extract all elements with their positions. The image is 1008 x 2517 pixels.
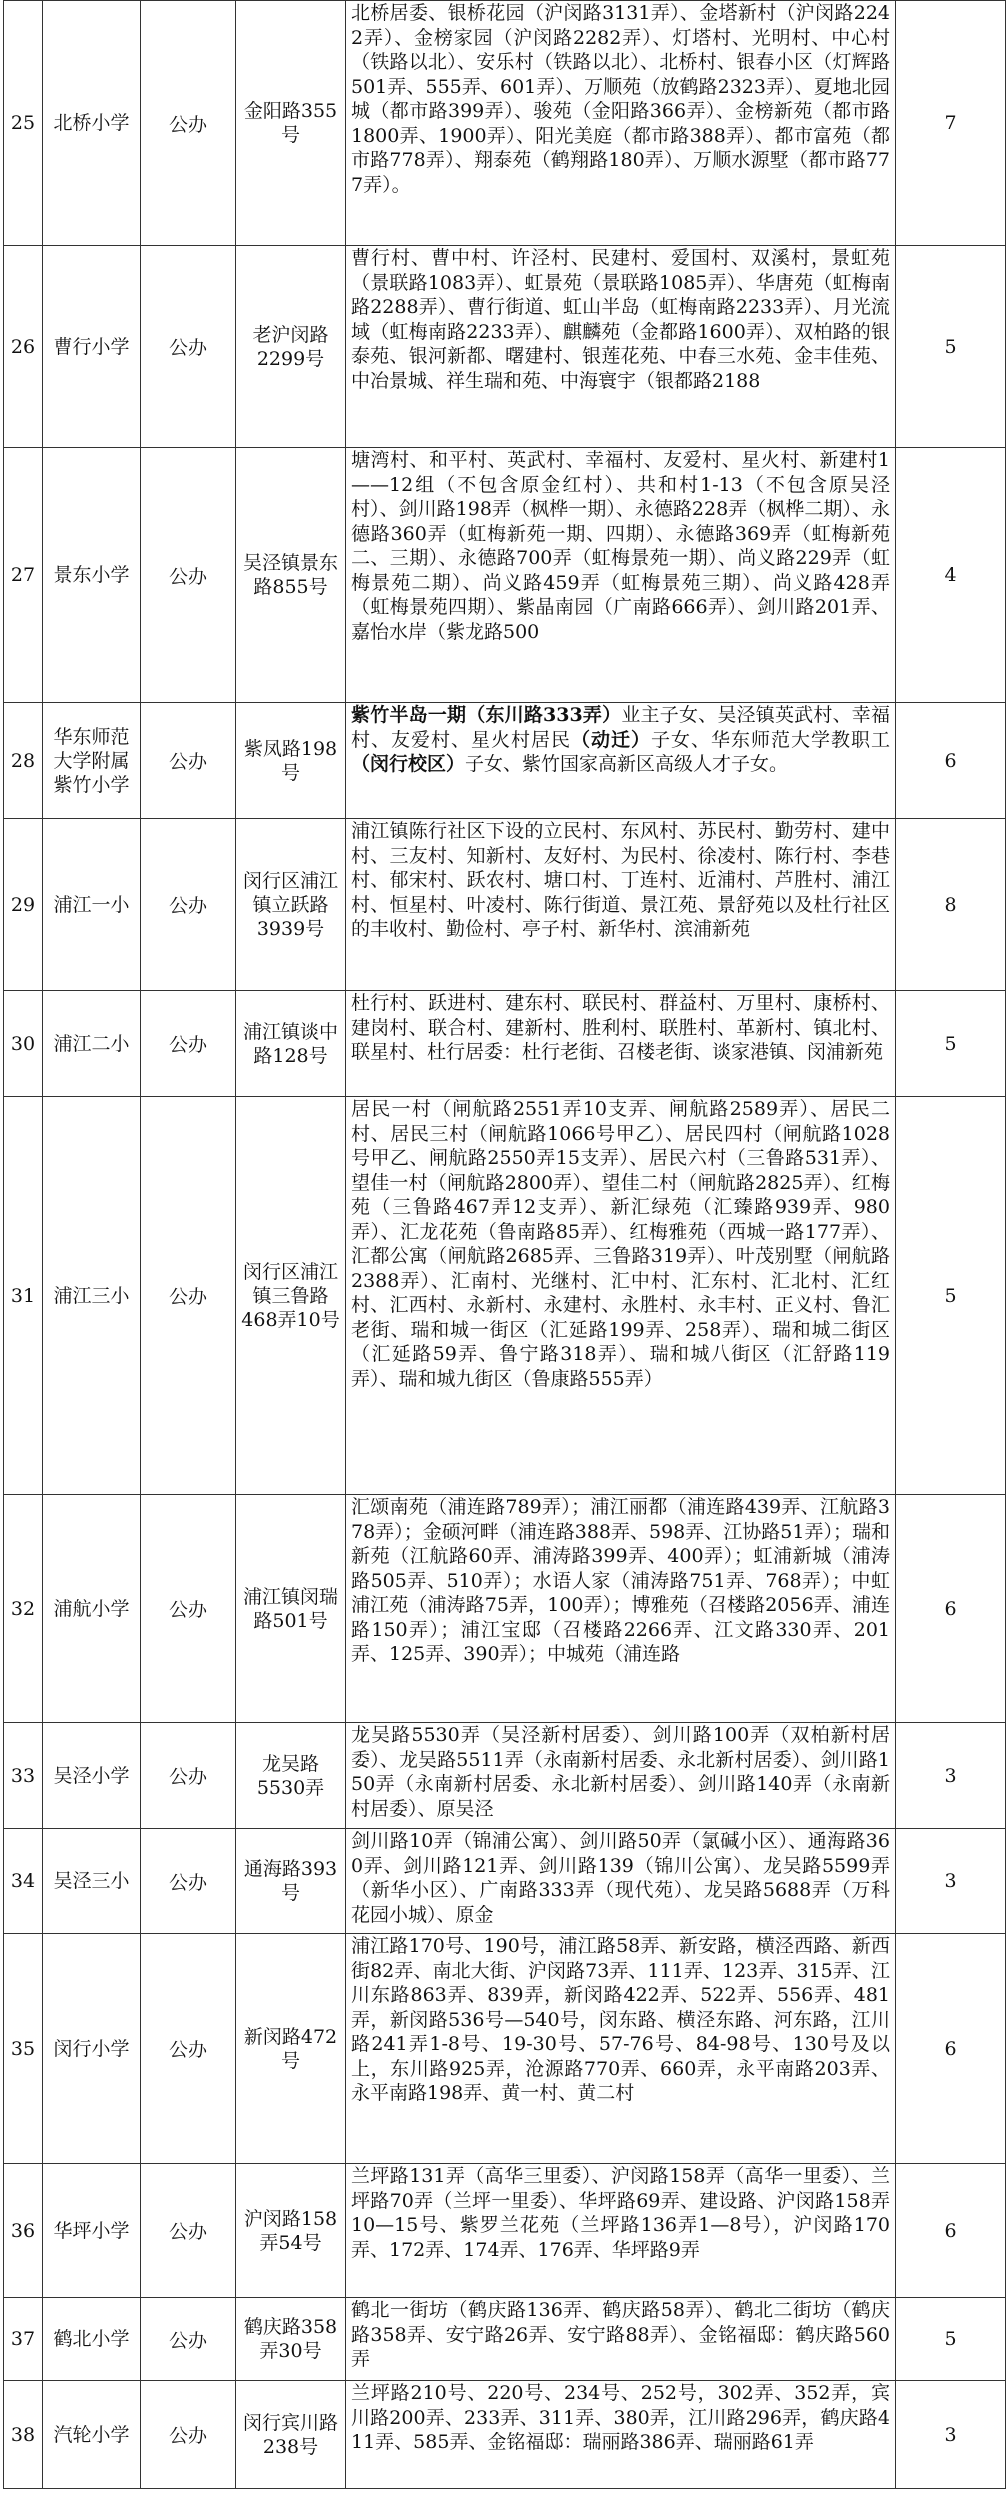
row-number: 35: [4, 1934, 43, 2164]
class-count: 3: [896, 1723, 1006, 1829]
enrollment-area: [346, 1495, 896, 1723]
school-address: 紫凤路198号: [236, 703, 346, 819]
school-type: 公办: [141, 2381, 236, 2489]
school-type: 公办: [141, 819, 236, 991]
enrollment-area-text: 鹤北一街坊（鹤庆路136弄、鹤庆路58弄）、鹤北二街坊（鹤庆路358弄、安宁路26弄、安宁路88弄）、金铭福邸：鹤庆路560弄: [351, 2299, 890, 2370]
school-type: 公办: [141, 1723, 236, 1829]
enrollment-area: [346, 703, 896, 819]
school-name: 北桥小学: [43, 1, 141, 246]
class-count: 8: [896, 819, 1006, 991]
school-type: 公办: [141, 703, 236, 819]
school-address: 吴泾镇景东路855号: [236, 448, 346, 703]
row-number: 30: [4, 991, 43, 1097]
row-number: 33: [4, 1723, 43, 1829]
school-address: 闵行区浦江镇立跃路3939号: [236, 819, 346, 991]
class-count: 5: [896, 991, 1006, 1097]
school-name: 华坪小学: [43, 2164, 141, 2298]
school-name: 吴泾三小: [43, 1829, 141, 1934]
school-type: 公办: [141, 2298, 236, 2381]
table-row: [4, 246, 1006, 448]
school-address: 鹤庆路358弄30号: [236, 2298, 346, 2381]
enrollment-area: [346, 246, 896, 448]
table-row: [4, 991, 1006, 1097]
enrollment-area: [346, 2164, 896, 2298]
school-address: 闵行区浦江镇三鲁路468弄10号: [236, 1097, 346, 1495]
row-number: 32: [4, 1495, 43, 1723]
class-count: 6: [896, 2164, 1006, 2298]
class-count: 5: [896, 246, 1006, 448]
school-name: 汽轮小学: [43, 2381, 141, 2489]
enrollment-area-text: 剑川路10弄（锦浦公寓）、剑川路50弄（氯碱小区）、通海路360弄、剑川路121弄、剑川路139（锦川公寓）、龙吴路5599弄（新华小区）、广南路333弄（现代苑）、龙吴路5688弄（万科花园小城）、原金: [351, 1830, 890, 1926]
row-number: 28: [4, 703, 43, 819]
table-row: [4, 1829, 1006, 1934]
school-type: 公办: [141, 1, 236, 246]
school-type: 公办: [141, 991, 236, 1097]
school-type: 公办: [141, 1829, 236, 1934]
school-type: 公办: [141, 2164, 236, 2298]
area-highlight: （动迁）: [570, 728, 651, 751]
school-address: 沪闵路158弄54号: [236, 2164, 346, 2298]
row-number: 29: [4, 819, 43, 991]
table-row: [4, 1495, 1006, 1723]
class-count: 6: [896, 1934, 1006, 2164]
school-enrollment-table: [3, 0, 1006, 2489]
enrollment-area: [346, 819, 896, 991]
class-count: 5: [896, 1097, 1006, 1495]
school-address: 新闵路472号: [236, 1934, 346, 2164]
row-number: 27: [4, 448, 43, 703]
school-address: 闵行宾川路238号: [236, 2381, 346, 2489]
enrollment-area: [346, 1, 896, 246]
enrollment-area-text: 北桥居委、银桥花园（沪闵路3131弄）、金塔新村（沪闵路2242弄）、金榜家园（沪闵路2282弄）、灯塔村、光明村、中心村（铁路以北）、安乐村（铁路以北）、北桥村、银春小区（灯辉路501弄、555弄、601弄）、万顺苑（放鹤路2323弄）、夏地北园城（都市路399弄）、骏苑（金阳路366弄）、金榜新苑（都市路1800弄、1900弄）、阳光美庭（都市路388弄）、都市富苑（都市路778弄）、翔泰苑（鹤翔路180弄）、万顺水源墅（都市路777弄）。: [351, 2, 890, 196]
class-count: 4: [896, 448, 1006, 703]
school-address: 金阳路355号: [236, 1, 346, 246]
table-row: [4, 2381, 1006, 2489]
class-count: 6: [896, 703, 1006, 819]
school-name: 浦航小学: [43, 1495, 141, 1723]
row-number: 36: [4, 2164, 43, 2298]
class-count: 5: [896, 2298, 1006, 2381]
enrollment-area: [346, 448, 896, 703]
enrollment-area-text: 浦江镇陈行社区下设的立民村、东风村、苏民村、勤劳村、建中村、三友村、知新村、友好村、为民村、徐凌村、陈行村、李巷村、郁宋村、跃农村、塘口村、丁连村、近浦村、芦胜村、浦江村、恒星村、叶凌村、陈行街道、景江苑、景舒苑以及杜行社区的丰收村、勤俭村、亭子村、新华村、滨浦新苑: [351, 820, 890, 940]
class-count: 6: [896, 1495, 1006, 1723]
enrollment-area: [346, 2381, 896, 2489]
table-row: [4, 2298, 1006, 2381]
enrollment-area: [346, 2298, 896, 2381]
enrollment-area: [346, 1829, 896, 1934]
area-text: 业主子女、吴泾镇英武村、幸福村、友爱村、星火村居民: [351, 704, 890, 751]
school-name: 浦江一小: [43, 819, 141, 991]
school-name: 景东小学: [43, 448, 141, 703]
row-number: 31: [4, 1097, 43, 1495]
row-number: 38: [4, 2381, 43, 2489]
school-name: 闵行小学: [43, 1934, 141, 2164]
row-number: 26: [4, 246, 43, 448]
school-type: 公办: [141, 448, 236, 703]
enrollment-area: [346, 1934, 896, 2164]
school-name: 吴泾小学: [43, 1723, 141, 1829]
school-type: 公办: [141, 1934, 236, 2164]
table-row: [4, 819, 1006, 991]
area-text: 子女、紫竹国家高新区高级人才子女。: [465, 753, 789, 775]
table-row: [4, 1097, 1006, 1495]
row-number: 34: [4, 1829, 43, 1934]
enrollment-area-text: 杜行村、跃进村、建东村、联民村、群益村、万里村、康桥村、建岗村、联合村、建新村、胜利村、联胜村、革新村、镇北村、联星村、杜行居委：杜行老街、召楼老街、谈家港镇、闵浦新苑: [351, 992, 890, 1063]
enrollment-area: [346, 1097, 896, 1495]
area-highlight: （闵行校区）: [351, 753, 466, 775]
table-row: [4, 1723, 1006, 1829]
school-name: 华东师范大学附属紫竹小学: [43, 703, 141, 819]
school-address: 龙吴路5530弄: [236, 1723, 346, 1829]
school-address: 浦江镇谈中路128号: [236, 991, 346, 1097]
enrollment-area-text: 兰坪路131弄（高华三里委）、沪闵路158弄（高华一里委）、兰坪路70弄（兰坪一里委）、华坪路69弄、建设路、沪闵路158弄10—15号、紫罗兰花苑（兰坪路136弄1—8号），沪闵路170弄、172弄、174弄、176弄、华坪路9弄: [351, 2165, 890, 2261]
area-text: 子女、华东师范大学教职工: [650, 728, 890, 751]
enrollment-area-text: 居民一村（闸航路2551弄10支弄、闸航路2589弄）、居民二村、居民三村（闸航路1066号甲乙）、居民四村（闸航路1028号甲乙、闸航路2550弄15支弄）、居民六村（三鲁路531弄）、望佳一村（闸航路2800弄）、望佳二村（闸航路2825弄）、红梅苑（三鲁路467弄12支弄）、新汇绿苑（汇臻路939弄、980弄）、汇龙花苑（鲁南路85弄）、红梅雅苑（西城一路177弄）、汇都公寓（闸航路2685弄、三鲁路319弄）、叶茂别墅（闸航路2388弄）、汇南村、光继村、汇中村、汇东村、汇北村、汇红村、汇西村、永新村、永建村、永胜村、永丰村、正义村、鲁汇老街、瑞和城一街区（汇延路199弄、258弄）、瑞和城二街区（汇延路59弄、鲁宁路318弄）、瑞和城八街区（汇舒路119弄）、瑞和城九街区（鲁康路555弄）: [351, 1098, 890, 1390]
table-row: [4, 1, 1006, 246]
school-address: 老沪闵路2299号: [236, 246, 346, 448]
school-address: 浦江镇闵瑞路501号: [236, 1495, 346, 1723]
table-row: [4, 448, 1006, 703]
enrollment-area-text: 汇颂南苑（浦连路789弄）；浦江丽都（浦连路439弄、江航路378弄）；金硕河畔（浦连路388弄、598弄、江协路51弄）；瑞和新苑（江航路60弄、浦涛路399弄、400弄）；虹浦新城（浦涛路505弄、510弄）；水语人家（浦涛路751弄、768弄）；中虹浦江苑（浦涛路75弄，100弄）；博雅苑（召楼路2056弄、浦连路150弄）；浦江宝邸（召楼路2266弄、江文路330弄、201弄、125弄、390弄）；中城苑（浦连路: [351, 1496, 890, 1665]
row-number: 25: [4, 1, 43, 246]
enrollment-area-text: 曹行村、曹中村、许泾村、民建村、爱国村、双溪村，景虹苑（景联路1083弄）、虹景苑（景联路1085弄）、华唐苑（虹梅南路2288弄）、曹行街道、虹山半岛（虹梅南路2233弄）、月光流域（虹梅南路2233弄）、麒麟苑（金都路1600弄）、双柏路的银泰苑、银河新都、曙建村、银莲花苑、中春三水苑、金丰佳苑、中冶景城、祥生瑞和苑、中海寰宇（银都路2188: [351, 247, 890, 392]
enrollment-area: [346, 991, 896, 1097]
enrollment-area-text: 塘湾村、和平村、英武村、幸福村、友爱村、星火村、新建村1——12组（不包含原金红村）、共和村1-13（不包含原吴泾村）、剑川路198弄（枫桦一期）、永德路228弄（枫桦二期）、永德路360弄（虹梅新苑一期、四期）、永德路369弄（虹梅新苑二、三期）、永德路700弄（虹梅景苑一期）、尚义路229弄（虹梅景苑二期）、尚义路459弄（虹梅景苑三期）、尚义路428弄（虹梅景苑四期）、紫晶南园（广南路666弄）、剑川路201弄、嘉怡水岸（紫龙路500: [351, 449, 890, 643]
table-row: [4, 1934, 1006, 2164]
enrollment-area-text: 龙吴路5530弄（吴泾新村居委）、剑川路100弄（双柏新村居委）、龙吴路5511弄（永南新村居委、永北新村居委）、剑川路150弄（永南新村居委、永北新村居委）、剑川路140弄（永南新村居委）、原吴泾: [351, 1724, 890, 1820]
school-address: 通海路393号: [236, 1829, 346, 1934]
school-name: 鹤北小学: [43, 2298, 141, 2381]
area-highlight: 紫竹半岛一期: [351, 704, 467, 726]
school-name: 浦江二小: [43, 991, 141, 1097]
table-row: [4, 703, 1006, 819]
enrollment-area: [346, 1723, 896, 1829]
school-type: 公办: [141, 1097, 236, 1495]
school-name: 曹行小学: [43, 246, 141, 448]
enrollment-area-text: 浦江路170号、190号，浦江路58弄、新安路，横泾西路、新西街82弄、南北大街、沪闵路73弄、111弄、123弄、315弄、江川东路863弄、839弄，新闵路422弄、522弄、556弄、481弄，新闵路536号—540号，闵东路、横泾东路、河东路，江川路241弄1-8号、19-30号、57-76号、84-98号、130号及以上，东川路925弄，沧源路770弄、660弄，永平南路203弄、永平南路198弄、黄一村、黄二村: [351, 1935, 890, 2104]
area-highlight: （东川路333弄）: [466, 704, 622, 726]
class-count: 3: [896, 2381, 1006, 2489]
row-number: 37: [4, 2298, 43, 2381]
class-count: 3: [896, 1829, 1006, 1934]
school-type: 公办: [141, 1495, 236, 1723]
school-type: 公办: [141, 246, 236, 448]
school-name: 浦江三小: [43, 1097, 141, 1495]
class-count: 7: [896, 1, 1006, 246]
table-row: [4, 2164, 1006, 2298]
enrollment-area-text: 兰坪路210号、220号、234号、252号，302弄、352弄，宾川路200弄、233弄、311弄、380弄，江川路296弄，鹤庆路411弄、585弄、金铭福邸：瑞丽路386弄、瑞丽路61弄: [351, 2382, 890, 2453]
